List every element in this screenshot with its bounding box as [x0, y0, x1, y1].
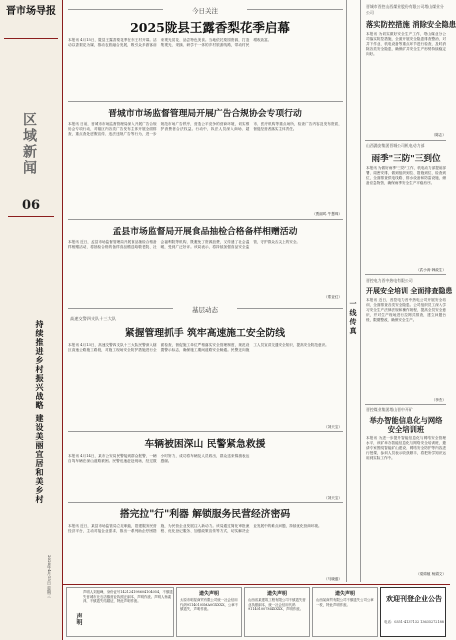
- ad-text-3: 山西省某建筑工程有限公司不慎遗失营业执照副本，统一社会信用代码911401007M4XXXX，声明作废。: [248, 598, 306, 612]
- food-body: 本报讯 近日，孟县市场监督管理局开展食品抽检合格备样相赠活动，将抽检合格的备样食品赠送给敬老院、社会福利院等机构，既避免了资源浪费，又传递了社会温暖，受到广泛好评。该局表示，将持续加强食品安全监管，守护群众舌尖上的安全。: [68, 240, 301, 250]
- safety-byline: （李杰）: [431, 398, 446, 402]
- triple-body: 本报讯 为做好雨季"三防"工作，机电动力部提前部署、周密安排，做到组织到位、措施到位、检查到位，全面排查供电线路、排水设备和防雷设施，储备应急物资，确保雨季安全生产平稳有序。: [366, 166, 446, 186]
- safety-headline: 开展安全培训 全面排查隐患: [366, 286, 453, 295]
- tech-byline: （梁绵植 杨娟文）: [416, 572, 446, 576]
- ad-box-1: [66, 587, 174, 637]
- ad-box-2: [176, 587, 242, 637]
- rule-3: [68, 431, 343, 432]
- masthead-title: 晋市场导报: [6, 6, 56, 17]
- rule-1: [68, 101, 343, 102]
- ad-title-3: 遗失声明: [266, 591, 287, 597]
- banner-line-right: [247, 9, 343, 10]
- mobile-byline: （陈志）: [431, 133, 446, 137]
- left-divider: [62, 0, 63, 640]
- today-focus-banner: 今日关注: [192, 7, 218, 15]
- ad-text-1: 声明人刘旭峰，身份证号142124198604104054，不慎遗失晋城市北石店镇营业执照正副本，声明作废。声明人杨素萍，不慎遗失结婚证，特此声明作废。: [83, 590, 173, 604]
- ad-text-5: 电话：0351-4137132 13635272188: [384, 620, 444, 624]
- ad-title-2: 遗失声明: [198, 591, 219, 597]
- mobile-body: 本报讯 为切实做好安全生产工作，塔山煤业分公司落实防控措施，全面开展安全隐患排查整治，对井下作业、机电设备等重点环节进行检查，及时消除各类安全隐患，确保矿井安全生产形势持续稳定向好。: [366, 32, 446, 57]
- safety-kicker: 晋控电力晋中热电有限公司: [366, 278, 413, 283]
- economy-byline: （马晓盛）: [324, 577, 342, 581]
- ad-market-headline: 晋城市市场监督管理局开展广告合规协会专项行动: [108, 109, 302, 119]
- triple-headline: 雨季"三防"三到位: [371, 154, 441, 164]
- highway-byline: （刘天宝）: [324, 425, 342, 429]
- economy-headline: 搭完拉"行"利器 解锁服务民营经济密码: [119, 509, 291, 520]
- ad-text-2: 太原市明星商贸有限公司统一社会信用代码91140105MA0GXXXX，公章不慎遗失，声明作废。: [180, 598, 239, 612]
- economy-body: 本报讯 近日，某县市场监管局立足职能，搭建服务民营经济平台，主动对接企业需求，推出一系列助企纾困措施，为民营企业发展注入新动力。该局通过简化审批流程、优化登记服务、加强政策宣传等方式，切实解决企业发展中的难点问题，持续优化营商环境。: [68, 524, 322, 534]
- highway-body: 本报讯 4月13日，高速交警四支队十三大队民警深入辖区高速公路施工路段，对施工现场安全防护措施进行全面检查，督促施工单位严格落实安全管理制度，规范设置警示标志，确保施工期间道路安全畅通。民警还向施工人员宣讲交通安全知识，提高安全防范意识。: [68, 343, 329, 353]
- page-number-rule: [8, 216, 54, 217]
- side-divider-left: [346, 0, 347, 582]
- ad-title-5: 欢迎刊登企业公告: [386, 595, 442, 603]
- ad-title-1: 声明: [75, 613, 82, 625]
- date-line: 2020年4月15日 星期三: [47, 555, 52, 599]
- tech-kicker: 晋控煤业集团塔山晋中开矿: [366, 407, 413, 412]
- ad-market-body: 本报讯 日前，晋城市市场监督管理局深入开展广告合规协会专项行动，对辖区内各类广告发布主体开展全面排查，重点查处虚假宣传、违法违规广告等行为，进一步规范市场广告秩序，营造公平竞争的营商环境，切实维护消费者合法权益。行动中，执法人员深入商场、超市、医疗机构等重点场所，检查广告内容及发布资质，督促经营者落实主体责任。: [68, 122, 342, 137]
- rule-r2: [365, 274, 446, 275]
- rescue-body: 本报讯 4月14日，某市公安局民警接到群众报警，一辆自驾车辆在深山道路被困。民警迅速赶赴现场，经过数小时努力，成功将车辆及人员救出，群众送来锦旗表达感谢。: [68, 454, 250, 464]
- triple-byline: （武小涛 韩政生）: [416, 268, 446, 272]
- section-name: 区域新闻: [21, 112, 37, 176]
- mobile-headline: 落实防控措施 消除安全隐患: [366, 20, 456, 29]
- rescue-byline: （刘天宝）: [324, 496, 342, 500]
- side-column-label: 一线传真: [349, 300, 358, 336]
- bottom-rule: [63, 584, 450, 585]
- masthead-rule: [4, 38, 58, 39]
- triple-kicker: 山西潞安集团晋城公司机电动力部: [366, 143, 425, 148]
- page-number: 06: [21, 198, 41, 213]
- safety-body: 本报讯 近日，晋控电力晋中热电公司开展安全培训，全面排查各类安全隐患。公司组织员工深入学习安全生产法律法规和操作规程，提高全员安全意识，并对生产现场进行拉网式排查，建立问题台账，限期整改，确保安全生产。: [366, 298, 446, 323]
- rule-r3: [365, 404, 446, 405]
- ad-box-3: [244, 587, 310, 637]
- side-divider-right: [360, 0, 361, 582]
- grassroots-banner: 基层动态: [192, 306, 218, 314]
- tech-headline: 举办智能信息化与网络安全培训班: [369, 416, 443, 434]
- banner2-line-right: [237, 308, 343, 309]
- today-focus-body: 本报讯 4月15日，陇县王露香梨花季在东王村开幕。活动以香梨花为媒，推动农旅融合发展，吸引众多游客前来观光赏花、品尝特色美食。当地依托梨园资源，打造集观光、采摘、研学于一体的乡村旅游线路，带动村民增收致富。: [68, 38, 272, 48]
- rule-4: [68, 502, 343, 503]
- rule-2: [68, 219, 343, 220]
- highway-headline: 紧握管理抓手 筑牢高速施工安全防线: [124, 328, 286, 339]
- mobile-kicker: 晋城市晋控山西煤业股份有限公司塔山煤业分公司: [366, 4, 444, 15]
- slogan: 持续推进乡村振兴战略 建设美丽宜居和美乡村: [35, 320, 45, 504]
- food-headline: 孟县市场监督局开展食品抽检合格备样相赠活动: [112, 227, 298, 237]
- ad-title-4: 遗失声明: [334, 591, 355, 597]
- banner2-line-left: [68, 308, 173, 309]
- food-byline: （郑亚红）: [324, 295, 342, 299]
- rule-r1: [365, 140, 446, 141]
- ad-box-5: [380, 587, 446, 637]
- highway-kicker: 高速交警四支队十三大队: [70, 316, 117, 321]
- ad-box-4: [312, 587, 378, 637]
- ad-text-4: 山西某商贸有限公司不慎遗失公司公章一枚，特此声明作废。: [316, 598, 374, 607]
- ad-market-byline: （贾丽鸣 牛慧珠）: [312, 212, 342, 216]
- rescue-headline: 车辆被困深山 民警紧急救援: [144, 439, 266, 450]
- banner-line-left: [68, 9, 163, 10]
- today-focus-headline: 2025陇县王露香梨花季启幕: [130, 20, 290, 35]
- tech-body: 本报讯 为进一步提升智能信息化与网络安全管理水平，该矿举办智能信息化与网络安全培训班，邀请专家围绕智能矿山建设、网络安全防护等内容进行授课，参训人员表示收获颇丰，将把所学知识运用到实际工作中。: [366, 436, 446, 461]
